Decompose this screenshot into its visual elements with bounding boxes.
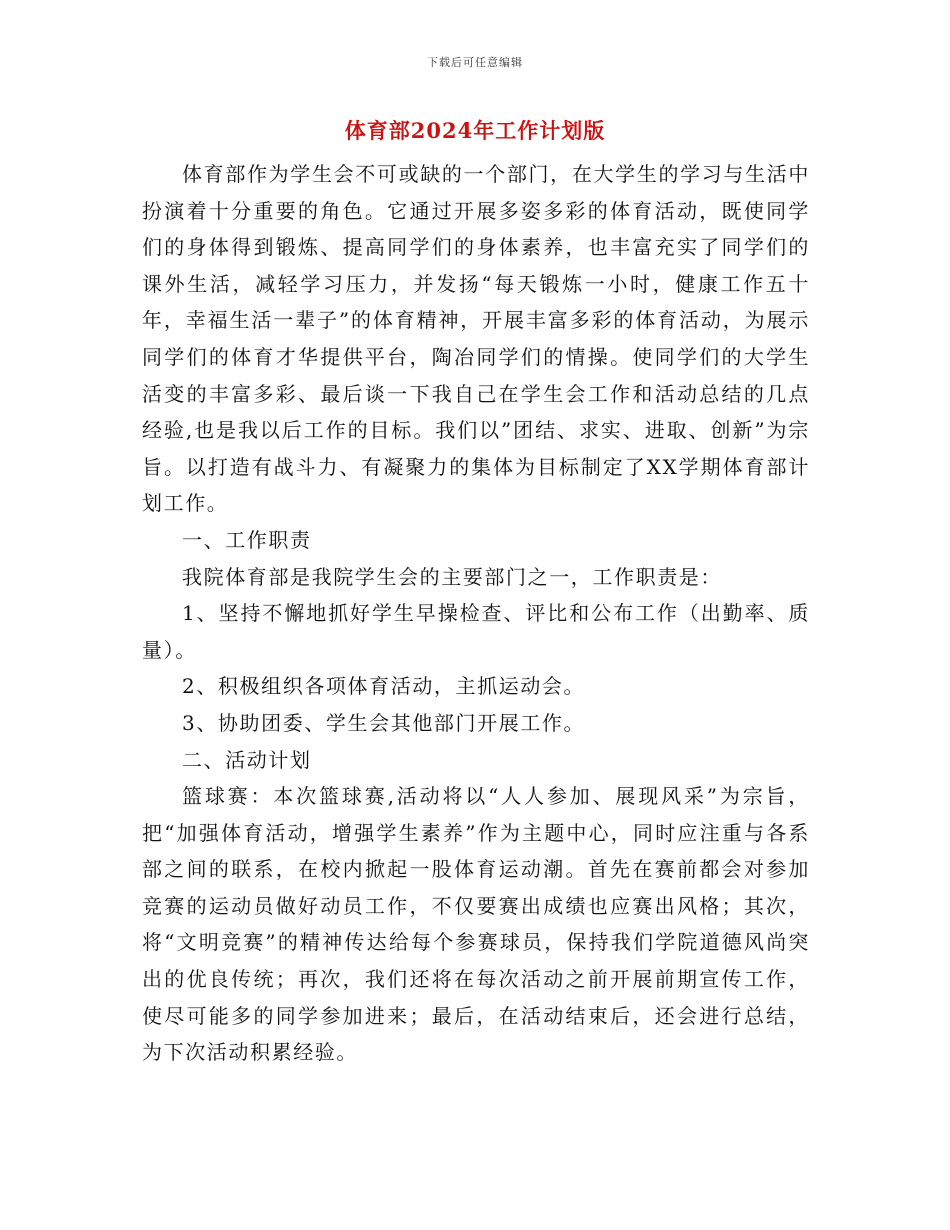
- section-heading-activities: 二、活动计划: [182, 747, 312, 772]
- intro-paragraph: 体育部作为学生会不可或缺的一个部门，在大学生的学习与生活中扮演着十分重要的角色。它通过开展多姿多彩的体育活动，既使同学们的身体得到锻炼、提高同学们的身体素养，也丰富充实了同学们的课外生活，减轻学习压力，并发扬“每天锻炼一小时，健康工作五十年，幸福生活一辈子”的体育精神，开展丰富多彩的体育活动，为展示同学们的体育才华提供平台，陶冶同学们的情操。使同学们的大学生活变的丰富多彩、最后谈一下我自己在学生会工作和活动总结的几点经验,也是我以后工作的目标。我们以”团结、求实、进取、创新”为宗旨。以打造有战斗力、有凝聚力的集体为目标制定了XX学期体育部计划工作。: [142, 162, 810, 516]
- duty-item-2: 2、积极组织各项体育活动，主抓运动会。: [182, 674, 586, 699]
- duty-item-3: 3、协助团委、学生会其他部门开展工作。: [182, 710, 586, 735]
- header-note: 下载后可任意编辑: [427, 56, 523, 69]
- document-body: [142, 156, 810, 1071]
- section-heading-duties: 一、工作职责: [182, 527, 312, 552]
- basketball-paragraph: 篮球赛：本次篮球赛,活动将以“人人参加、展现风采”为宗旨，把“加强体育活动，增强学生素养”作为主题中心，同时应注重与各系部之间的联系，在校内掀起一股体育运动潮。首先在赛前都会对参加竞赛的运动员做好动员工作，不仅要赛出成绩也应赛出风格；其次，将“文明竞赛”的精神传达给每个参赛球员，保持我们学院道德风尚突出的优良传统；再次，我们还将在每次活动之前开展前期宣传工作，使尽可能多的同学参加进来；最后，在活动结束后，还会进行总结，为下次活动积累经验。: [142, 784, 810, 1065]
- document-title: 体育部2024年工作计划版: [344, 118, 606, 143]
- duties-intro-paragraph: 我院体育部是我院学生会的主要部门之一，工作职责是：: [182, 564, 722, 589]
- duty-item-1: 1、坚持不懈地抓好学生早操检查、评比和公布工作（出勤率、质量）。: [142, 601, 810, 662]
